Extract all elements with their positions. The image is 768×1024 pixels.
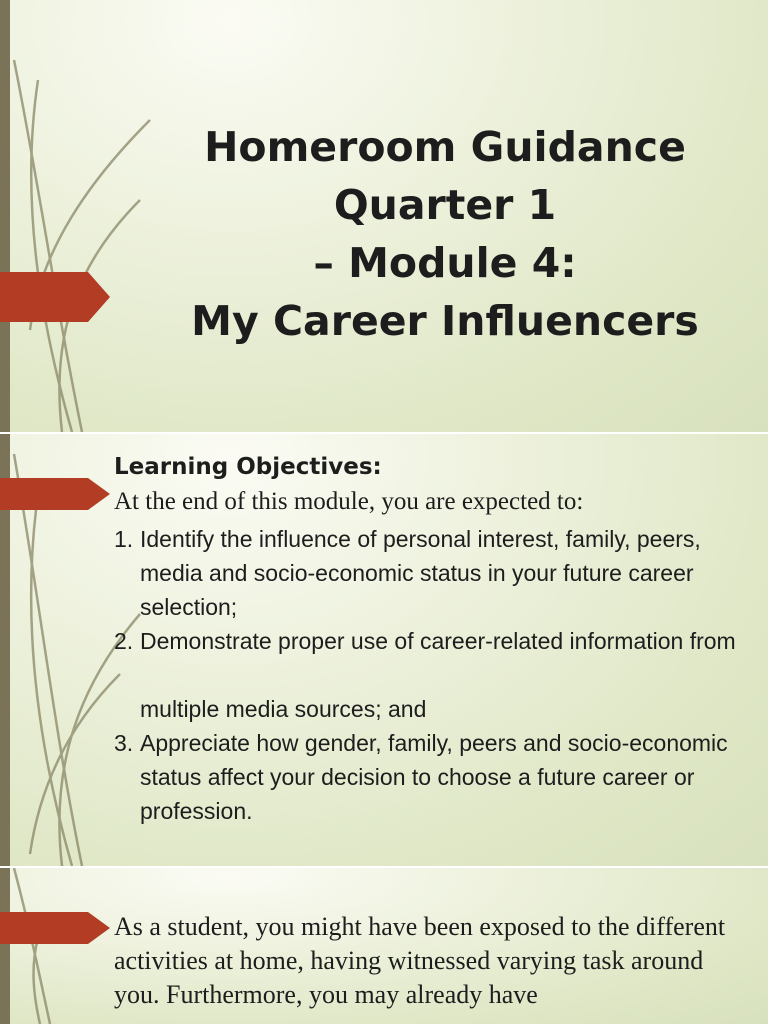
objective-text: Identify the influence of personal interest, family, peers, media and socio-economic status in your future career selection; [140,526,701,620]
objective-text: Appreciate how gender, family, peers and socio-economic status affect your decision to choose a future career or profession. [140,730,728,824]
title-line: Quarter 1 [333,181,557,229]
objective-number: 3. [114,730,134,756]
objectives-list [114,522,764,828]
objective-item [114,624,764,726]
title-slide [0,0,768,432]
objective-item [114,522,764,624]
title-line: – Module 4: [313,239,577,287]
objective-number: 1. [114,526,134,552]
intro-slide [0,868,768,1024]
accent-arrow-tab [0,912,110,944]
objective-item [114,726,764,828]
objectives-intro: At the end of this module, you are expected to: [114,488,584,515]
accent-arrow-tab [0,478,110,510]
objectives-slide [0,434,768,866]
intro-paragraph: As a student, you might have been exposed to the different activities at home, having witnessed varying task around you. Furthermore, you may already have [114,912,726,1009]
title-line: My Career Influencers [191,297,699,345]
accent-arrow-tab [0,272,110,322]
title-line: Homeroom Guidance [204,123,686,171]
objectives-heading: Learning Objectives: [114,454,382,480]
objective-text: Demonstrate proper use of career-related information from multiple media sources; and [140,628,736,722]
objective-number: 2. [114,628,134,654]
slide-title [130,118,760,350]
